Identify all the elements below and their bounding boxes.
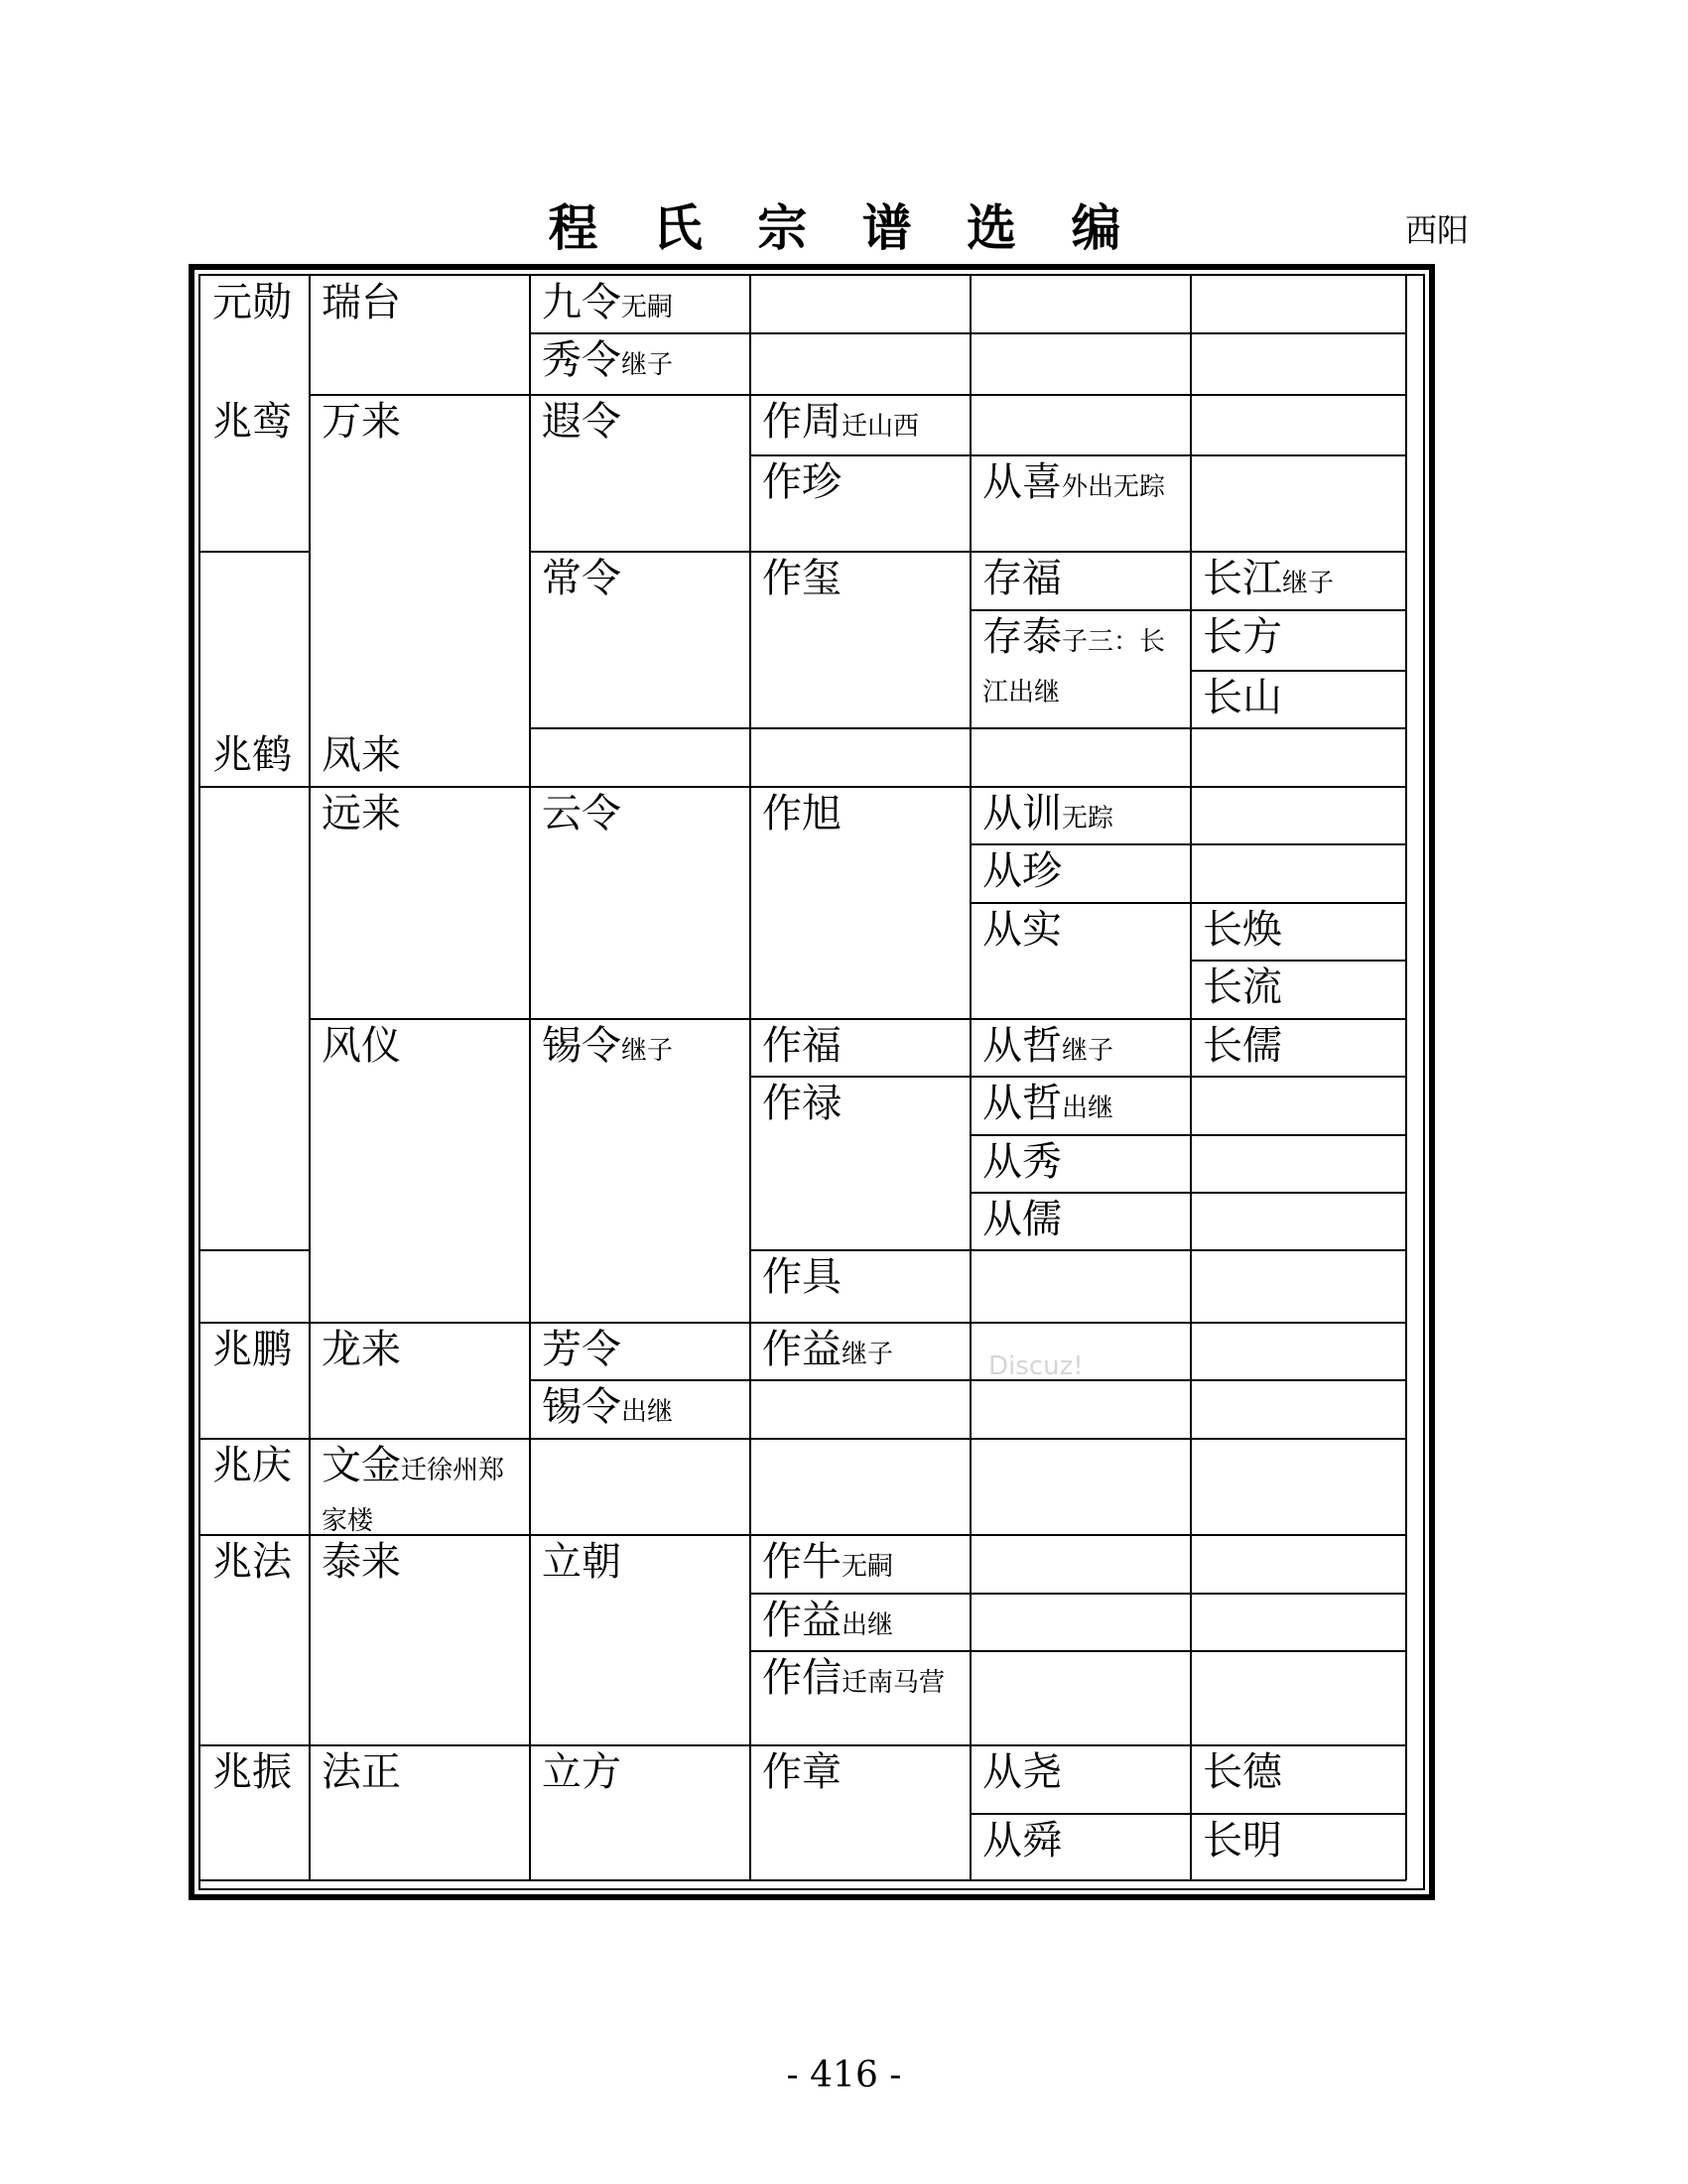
person-name: 从尧	[982, 1749, 1062, 1795]
person-name: 芳令	[542, 1327, 621, 1372]
person-note: 无嗣	[621, 293, 674, 322]
genealogy-cell	[982, 1081, 1113, 1131]
genealogy-cell	[542, 556, 621, 601]
genealogy-cell	[542, 1749, 621, 1795]
genealogy-cell	[212, 1539, 292, 1585]
person-name: 瑞台	[322, 280, 401, 325]
person-name: 远来	[322, 791, 401, 836]
genealogy-cell	[762, 1598, 893, 1648]
person-name: 作珍	[762, 459, 842, 505]
genealogy-cell	[322, 1023, 401, 1069]
person-name: 九令	[542, 280, 621, 325]
person-note: 继子	[621, 350, 674, 380]
genealogy-cell	[982, 459, 1165, 510]
person-name: 龙来	[322, 1327, 401, 1372]
person-name: 从哲	[982, 1023, 1062, 1069]
person-name: 文金	[322, 1443, 401, 1488]
genealogy-cell	[212, 399, 292, 445]
genealogy-cell	[1203, 675, 1282, 720]
person-name: 长儒	[1203, 1023, 1282, 1069]
person-name: 作禄	[762, 1081, 842, 1126]
person-name: 长明	[1203, 1818, 1282, 1863]
genealogy-cell	[542, 1384, 673, 1435]
person-name: 作福	[762, 1023, 842, 1069]
person-name: 长德	[1203, 1749, 1282, 1795]
person-name: 常令	[542, 556, 621, 601]
genealogy-cell	[1203, 907, 1282, 953]
person-note: 继子	[842, 1340, 894, 1369]
person-note: 无嗣	[842, 1552, 894, 1582]
genealogy-cell	[1203, 1749, 1282, 1795]
genealogy-cell	[542, 1539, 621, 1585]
genealogy-cell	[762, 399, 919, 450]
page-number: - 416 -	[786, 2055, 902, 2096]
genealogy-cell	[762, 1327, 893, 1377]
person-name: 作益	[762, 1598, 842, 1643]
genealogy-cell	[982, 848, 1062, 894]
genealogy-cell	[322, 280, 401, 325]
person-name: 长焕	[1203, 907, 1282, 953]
genealogy-cell	[212, 1327, 292, 1372]
person-note: 出继	[842, 1610, 894, 1640]
person-note: 继子	[1062, 1036, 1114, 1066]
person-name: 作玺	[762, 556, 842, 601]
genealogy-cell	[542, 791, 621, 836]
person-name: 万来	[322, 399, 401, 445]
genealogy-cell	[762, 1749, 842, 1795]
genealogy-table	[198, 274, 1425, 1890]
person-note: 继子	[1282, 569, 1335, 598]
genealogy-table-frame	[189, 264, 1435, 1900]
person-name: 作益	[762, 1327, 842, 1372]
person-name: 作旭	[762, 791, 842, 836]
genealogy-cell	[542, 1327, 621, 1372]
person-name: 锡令	[542, 1384, 621, 1430]
person-note: 迁山西	[842, 412, 920, 442]
genealogy-cell	[982, 1139, 1062, 1185]
genealogy-cell	[212, 1749, 292, 1795]
person-name: 存福	[982, 556, 1062, 601]
person-name: 锡令	[542, 1023, 621, 1069]
genealogy-cell	[1203, 1023, 1282, 1069]
person-note: 无踪	[1062, 804, 1114, 834]
person-name: 从儒	[982, 1197, 1062, 1242]
person-name: 兆鸾	[212, 399, 292, 445]
person-note: 继子	[621, 1036, 674, 1066]
watermark: Discuz!	[988, 1351, 1084, 1381]
person-name: 从训	[982, 791, 1062, 836]
person-name: 作牛	[762, 1539, 842, 1585]
genealogy-cell	[762, 1655, 945, 1706]
person-note: 迁徐州郑家楼	[322, 1456, 505, 1536]
person-name: 兆鹏	[212, 1327, 292, 1372]
genealogy-cell	[542, 280, 673, 330]
genealogy-cell	[982, 614, 1183, 715]
genealogy-cell	[542, 399, 621, 445]
person-name: 作信	[762, 1655, 842, 1701]
genealogy-cell	[322, 791, 401, 836]
genealogy-cell	[762, 1254, 842, 1300]
genealogy-cell	[982, 556, 1062, 601]
genealogy-cell	[1203, 614, 1282, 660]
genealogy-cell	[1203, 556, 1334, 606]
person-name: 法正	[322, 1749, 401, 1795]
person-note: 外出无踪	[1062, 472, 1166, 502]
page-title: 程 氏 宗 谱 选 编	[548, 198, 1140, 257]
person-name: 兆振	[212, 1749, 292, 1795]
person-name: 从哲	[982, 1081, 1062, 1126]
genealogy-cell	[212, 732, 292, 778]
genealogy-cell	[762, 1023, 842, 1069]
person-name: 泰来	[322, 1539, 401, 1585]
person-name: 长方	[1203, 614, 1282, 660]
person-name: 元勋	[212, 280, 292, 325]
genealogy-cell	[322, 399, 401, 445]
genealogy-cell	[762, 1081, 842, 1126]
genealogy-cell	[322, 1327, 401, 1372]
genealogy-cell	[212, 1443, 292, 1488]
person-name: 兆法	[212, 1539, 292, 1585]
person-note: 出继	[621, 1397, 674, 1427]
person-name: 存泰	[982, 614, 1062, 660]
genealogy-cell	[1203, 1818, 1282, 1863]
person-name: 从珍	[982, 848, 1062, 894]
genealogy-cell	[542, 1023, 673, 1074]
genealogy-cell	[982, 1023, 1113, 1074]
genealogy-cell	[982, 1818, 1062, 1863]
person-note: 迁南马营	[842, 1668, 946, 1698]
genealogy-cell	[982, 907, 1062, 953]
genealogy-cell	[322, 1749, 401, 1795]
person-name: 立朝	[542, 1539, 621, 1585]
person-name: 秀令	[542, 337, 621, 383]
person-name: 作周	[762, 399, 842, 445]
person-name: 从舜	[982, 1818, 1062, 1863]
genealogy-cell	[322, 1539, 401, 1585]
genealogy-cell	[1203, 964, 1282, 1010]
person-name: 长山	[1203, 675, 1282, 720]
region-label: 西阳	[1405, 211, 1470, 249]
genealogy-cell	[762, 791, 842, 836]
genealogy-cell	[212, 280, 292, 325]
person-note: 出继	[1062, 1093, 1114, 1123]
genealogy-cell	[322, 732, 401, 778]
person-name: 作具	[762, 1254, 842, 1300]
person-name: 长流	[1203, 964, 1282, 1010]
person-name: 作章	[762, 1749, 842, 1795]
person-name: 长江	[1203, 556, 1282, 601]
genealogy-cell	[542, 337, 673, 388]
person-name: 凤来	[322, 732, 401, 778]
genealogy-cell	[762, 1539, 893, 1590]
genealogy-cell	[762, 459, 842, 505]
person-name: 兆庆	[212, 1443, 292, 1488]
person-note: 子三：长江出继	[982, 627, 1166, 707]
person-name: 兆鹤	[212, 732, 292, 778]
genealogy-cell	[982, 791, 1113, 841]
genealogy-cell	[982, 1749, 1062, 1795]
genealogy-cell	[982, 1197, 1062, 1242]
genealogy-cell	[762, 556, 842, 601]
person-name: 云令	[542, 791, 621, 836]
person-name: 风仪	[322, 1023, 401, 1069]
genealogy-cell	[322, 1443, 522, 1544]
person-name: 从秀	[982, 1139, 1062, 1185]
person-name: 遐令	[542, 399, 621, 445]
person-name: 从实	[982, 907, 1062, 953]
person-name: 从喜	[982, 459, 1062, 505]
person-name: 立方	[542, 1749, 621, 1795]
